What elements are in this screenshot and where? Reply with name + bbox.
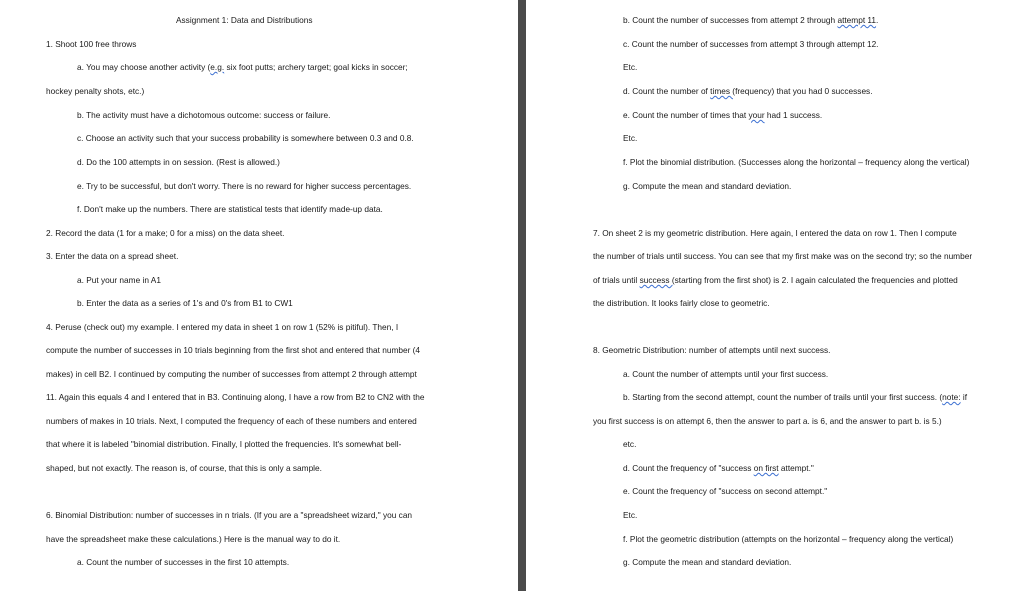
spellcheck-underline: e.g. xyxy=(210,62,225,72)
item-2: 2. Record the data (1 for a make; 0 for a miss) on the data sheet. xyxy=(46,228,285,238)
page-divider xyxy=(518,0,526,591)
item-8e: e. Count the frequency of "success on second attempt." xyxy=(623,486,828,496)
item-4-line-6: that where it is labeled "binomial distribution. Finally, I plotted the frequencies. It's somewhat bell- xyxy=(46,439,402,449)
item-6-line-2: have the spreadsheet make these calculations.) Here is the manual way to do it. xyxy=(46,534,341,544)
item-6d: d. Count the number of times (frequency) that you had 0 successes. xyxy=(623,86,873,96)
item-8: 8. Geometric Distribution: number of attempts until next success. xyxy=(593,345,831,355)
item-6f: f. Plot the binomial distribution. (Successes along the horizontal – frequency along the vertical) xyxy=(623,157,970,167)
item-7-line-1: 7. On sheet 2 is my geometric distribution. Here again, I entered the data on row 1. Then I compute xyxy=(593,228,957,238)
item-8d: d. Count the frequency of "success on first attempt." xyxy=(623,463,814,473)
item-1b: b. The activity must have a dichotomous outcome: success or failure. xyxy=(77,110,331,120)
etc-line-1: Etc. xyxy=(623,62,638,72)
right-page xyxy=(526,0,1024,591)
item-7-line-3: of trials until success (starting from the first shot) is 2. I again calculated the frequencies and plotted xyxy=(593,275,958,285)
item-1d: d. Do the 100 attempts in on session. (Rest is allowed.) xyxy=(77,157,280,167)
item-1e: e. Try to be successful, but don't worry. There is no reward for higher success percentages. xyxy=(77,181,412,191)
spellcheck-underline: your xyxy=(748,110,765,120)
etc-line-2: Etc. xyxy=(623,133,638,143)
item-3b: b. Enter the data as a series of 1's and 0's from B1 to CW1 xyxy=(77,298,293,308)
item-7-line-2: the number of trials until success. You can see that my first make was on the second try; so the number xyxy=(593,251,973,261)
spellcheck-underline: note: xyxy=(942,392,961,402)
item-6g: g. Compute the mean and standard deviation. xyxy=(623,181,792,191)
item-4-line-3: makes) in cell B2. I continued by computing the number of successes from attempt 2 through attempt xyxy=(46,369,417,379)
item-6-line-1: 6. Binomial Distribution: number of successes in n trials. (If you are a "spreadsheet wizard," you can xyxy=(46,510,413,520)
item-6e: e. Count the number of times that your had 1 success. xyxy=(623,110,823,120)
item-4-line-2: compute the number of successes in 10 trials beginning from the first shot and entered that number (4 xyxy=(46,345,421,355)
item-1f: f. Don't make up the numbers. There are statistical tests that identify made-up data. xyxy=(77,204,383,214)
spellcheck-underline: attempt 11 xyxy=(837,15,877,25)
item-1a-continued: hockey penalty shots, etc.) xyxy=(46,86,145,96)
item-3a: a. Put your name in A1 xyxy=(77,275,161,285)
etc-line-3: etc. xyxy=(623,439,637,449)
item-1c: c. Choose an activity such that your success probability is somewhere between 0.3 and 0.8. xyxy=(77,133,414,143)
spellcheck-underline: success ( xyxy=(639,275,675,285)
item-8a: a. Count the number of attempts until your first success. xyxy=(623,369,829,379)
spellcheck-underline: times ( xyxy=(710,86,736,96)
item-1: 1. Shoot 100 free throws xyxy=(46,39,137,49)
item-8g: g. Compute the mean and standard deviation. xyxy=(623,557,792,567)
etc-line-4: Etc. xyxy=(623,510,638,520)
item-1a: a. You may choose another activity (e.g. six foot putts; archery target; goal kicks in soccer; xyxy=(77,62,408,72)
item-4-line-1: 4. Peruse (check out) my example. I entered my data in sheet 1 on row 1 (52% is pitiful). Then, I xyxy=(46,322,399,332)
spellcheck-underline: on first xyxy=(753,463,779,473)
item-6b: b. Count the number of successes from attempt 2 through attempt 11. xyxy=(623,15,879,25)
item-6c: c. Count the number of successes from attempt 3 through attempt 12. xyxy=(623,39,879,49)
item-8b-continued: you first success is on attempt 6, then the answer to part a. is 6, and the answer to part b. is 5.) xyxy=(593,416,942,426)
item-7-line-4: the distribution. It looks fairly close to geometric. xyxy=(593,298,770,308)
item-3: 3. Enter the data on a spread sheet. xyxy=(46,251,179,261)
item-8f: f. Plot the geometric distribution (attempts on the horizontal – frequency along the vertical) xyxy=(623,534,954,544)
document-title: Assignment 1: Data and Distributions xyxy=(176,15,313,25)
item-6a: a. Count the number of successes in the first 10 attempts. xyxy=(77,557,290,567)
item-4-line-5: numbers of makes in 10 trials. Next, I computed the frequency of each of these numbers and entered xyxy=(46,416,417,426)
item-4-line-4: 11. Again this equals 4 and I entered that in B3. Continuing along, I have a row from B2 to CN2 with the xyxy=(46,392,425,402)
item-8b: b. Starting from the second attempt, count the number of trails until your first success. (note: if xyxy=(623,392,968,402)
item-4-line-7: shaped, but not exactly. The reason is, of course, that this is only a sample. xyxy=(46,463,322,473)
